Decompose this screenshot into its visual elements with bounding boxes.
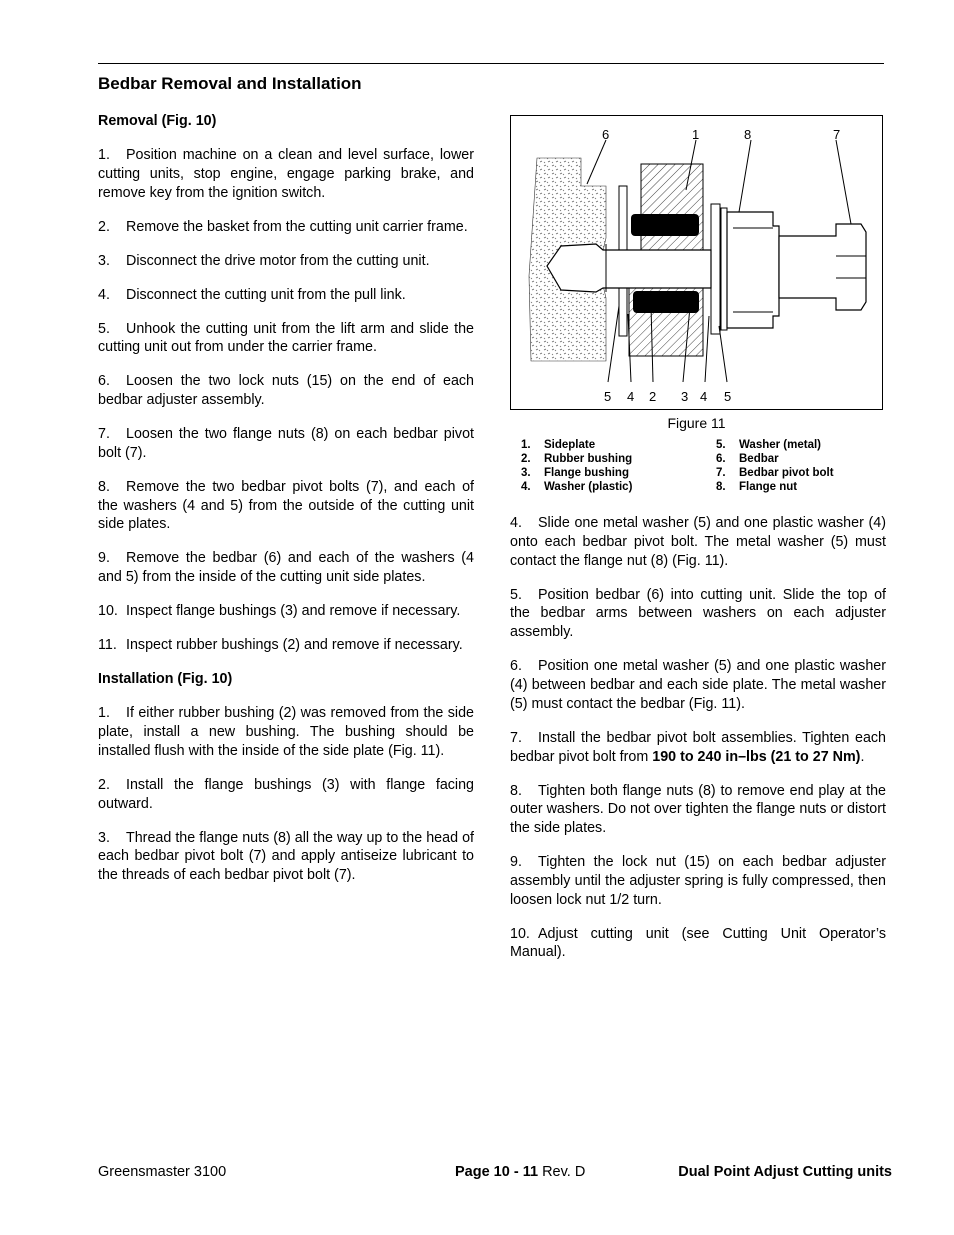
installation-step: 9. Tighten the lock nut (15) on each bedbar adjuster assembly until the adjuster spring is fully compressed, then loosen lock nut 1/2 turn. xyxy=(510,854,886,908)
callout-4b: 4 xyxy=(700,389,708,404)
removal-step: 7. Loosen the two flange nuts (8) on each bedbar pivot bolt (7). xyxy=(98,426,474,461)
revision: Rev. D xyxy=(542,1164,586,1180)
callout-5b: 5 xyxy=(724,389,732,404)
installation-step: 8. Tighten both flange nuts (8) to remove end play at the outer washers. Do not over tighten the flange nuts or distort the side plates. xyxy=(510,782,886,837)
installation-step: 1. If either rubber bushing (2) was removed from the side plate, install a new bushing. The bushing should be installed flush with the inside of the side plate (Fig. 11). xyxy=(98,705,474,759)
removal-step: 2. Remove the basket from the cutting unit carrier frame. xyxy=(98,218,468,235)
installation-step: 2. Install the flange bushings (3) with flange facing outward. xyxy=(98,776,474,812)
removal-step: 1. Position machine on a clean and level surface, lower cutting units, stop engine, engage parking brake, and remove key from the ignition switch. xyxy=(98,146,474,201)
installation-step: 7. Install the bedbar pivot bolt assemblies. Tighten each bedbar pivot bolt from 190 to 240 in–lbs (21 to 27 Nm). xyxy=(510,729,886,765)
figure-legend-right xyxy=(716,438,834,494)
footer-product: Greensmaster 3100 xyxy=(98,1164,227,1180)
callout-3: 3 xyxy=(681,389,689,404)
legend-item: 5. Washer (metal) xyxy=(716,439,822,451)
rubber-bushing-top xyxy=(631,214,699,236)
legend-item: 6. Bedbar xyxy=(716,453,779,465)
page-number: Page 10 - 11 xyxy=(455,1164,539,1180)
removal-step: 6. Loosen the two lock nuts (15) on the end of each bedbar adjuster assembly. xyxy=(98,373,474,409)
bedbar-assembly-drawing xyxy=(511,116,884,411)
removal-step: 10. Inspect flange bushings (3) and remove if necessary. xyxy=(98,603,461,620)
installation-step: 3. Thread the flange nuts (8) all the way up to the head of each bedbar pivot bolt (7) and apply antiseize lubricant to the threads of each bedbar pivot bolt (7). xyxy=(98,829,474,884)
legend-item: 7. Bedbar pivot bolt xyxy=(716,467,834,479)
callout-5: 5 xyxy=(604,389,612,404)
callout-6: 6 xyxy=(602,127,610,142)
callout-8: 8 xyxy=(744,127,752,142)
installation-step: 4. Slide one metal washer (5) and one plastic washer (4) onto each bedbar pivot bolt. The metal washer (5) must contact the flange nut (8) (Fig. 11). xyxy=(510,515,886,569)
callout-7: 7 xyxy=(833,127,841,142)
removal-step: 8. Remove the two bedbar pivot bolts (7), and each of the washers (4 and 5) from the outside of the cutting unit side plates. xyxy=(98,478,474,533)
installation-steps-left xyxy=(98,704,474,885)
footer-chapter: Dual Point Adjust Cutting units xyxy=(678,1164,892,1180)
callout-2: 2 xyxy=(649,389,657,404)
legend-item: 2. Rubber bushing xyxy=(521,453,633,465)
removal-step: 11. Inspect rubber bushings (2) and remove if necessary. xyxy=(98,637,463,654)
legend-item: 3. Flange bushing xyxy=(521,467,629,479)
removal-step: 5. Unhook the cutting unit from the lift arm and slide the cutting unit out from under the carrier frame. xyxy=(98,320,474,356)
removal-step: 9. Remove the bedbar (6) and each of the washers (4 and 5) from the inside of the cutting unit side plates. xyxy=(98,550,474,586)
right-column xyxy=(510,514,886,977)
removal-step: 3. Disconnect the drive motor from the cutting unit. xyxy=(98,252,430,269)
installation-title: Installation (Fig. 10) xyxy=(98,671,233,688)
bolt-head xyxy=(779,224,866,310)
washer-outer xyxy=(711,204,720,334)
removal-title: Removal (Fig. 10) xyxy=(98,113,217,129)
removal-step: 4. Disconnect the cutting unit from the pull link. xyxy=(98,286,406,303)
installation-step: 5. Position bedbar (6) into cutting unit. Slide the top of the bedbar arms between washers on each adjuster assembly. xyxy=(510,586,886,641)
callout-1: 1 xyxy=(692,127,700,142)
flange-nut xyxy=(727,212,779,328)
legend-item: 4. Washer (plastic) xyxy=(521,481,633,493)
section-heading: Bedbar Removal and Installation xyxy=(98,74,362,93)
torque-spec: 190 to 240 in–lbs (21 to 27 Nm) xyxy=(652,748,861,765)
installation-step: 6. Position one metal washer (5) and one plastic washer (4) between bedbar and each side plate. The metal washer (5) must contact the bedbar (Fig. 11). xyxy=(510,658,886,712)
callout-4: 4 xyxy=(627,389,635,404)
removal-steps xyxy=(98,146,474,655)
pivot-bolt-shank xyxy=(547,244,711,292)
washer-outer-2 xyxy=(721,208,727,330)
figure-legend-left xyxy=(521,438,632,494)
top-rule xyxy=(98,63,884,64)
figure-caption: Figure 11 xyxy=(667,415,726,431)
rubber-bushing-bottom xyxy=(633,291,699,313)
installation-step: 10. Adjust cutting unit (see Cutting Unit Operator’s Manual). xyxy=(510,925,886,961)
left-column xyxy=(98,112,474,900)
footer-page xyxy=(455,1164,585,1180)
figure-11-diagram xyxy=(510,115,883,410)
legend-item: 1. Sideplate xyxy=(521,439,596,451)
legend-item: 8. Flange nut xyxy=(716,481,798,493)
